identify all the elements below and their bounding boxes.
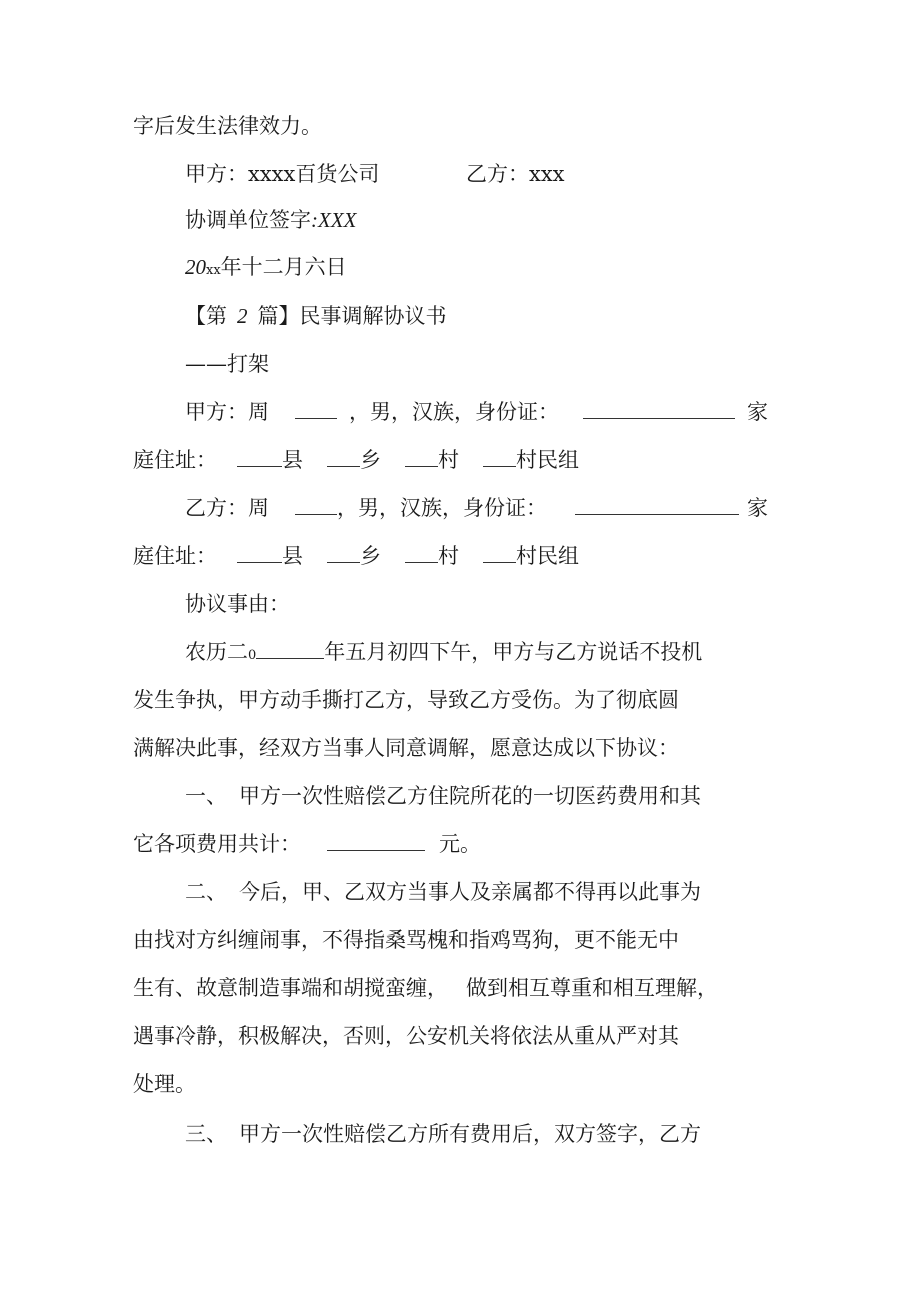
reason-1b: 0	[248, 648, 257, 663]
item-2-line-1	[185, 878, 701, 906]
party-a-company-line	[185, 160, 379, 188]
home-tail-text: 家	[747, 496, 768, 520]
item-2-line-2	[133, 926, 679, 954]
text-line	[133, 112, 322, 140]
item-2-text-c2: 做到相互尊重和相互理解，	[466, 976, 718, 1000]
item-2-text-b: 由找对方纠缠闹事，不得指桑骂槐和指鸡骂狗，更不能无中	[133, 928, 679, 952]
date-xx: xx	[206, 263, 221, 278]
home-tail-text: 家	[747, 400, 768, 424]
address-line	[133, 542, 579, 570]
section-heading	[185, 302, 447, 330]
coordinator-value: :XXX	[311, 208, 357, 232]
heading-title: 篇】民事调解协议书	[257, 304, 447, 328]
heading-number: 2	[237, 304, 248, 328]
group-label: 村民组	[516, 448, 579, 472]
village-label: 村	[438, 448, 459, 472]
item-1-line-1	[185, 782, 701, 810]
village-blank	[405, 544, 438, 563]
reason-label-text: 协议事由：	[185, 592, 290, 616]
item-2-text-e: 处理。	[133, 1072, 196, 1096]
party-b-short-line	[466, 160, 565, 188]
coordinator-label: 协调单位签字	[185, 208, 311, 232]
item-3-number: 三、	[185, 1122, 227, 1146]
item-1-text-b: 它各项费用共计：	[133, 832, 301, 856]
item-1-line-2	[133, 830, 481, 858]
party-a-line	[185, 398, 735, 426]
group-blank	[483, 448, 516, 467]
home-tail	[747, 494, 768, 522]
amount-blank	[327, 832, 425, 851]
reason-2: 发生争执，甲方动手撕打乙方，导致乙方受伤。为了彻底圆	[133, 688, 679, 712]
village-label: 村	[438, 544, 459, 568]
id-blank	[575, 496, 739, 515]
id-blank	[583, 400, 735, 419]
village-blank	[405, 448, 438, 467]
item-2-line-4	[133, 1022, 679, 1050]
item-3-line-1	[185, 1120, 701, 1148]
reason-line-3	[133, 734, 679, 762]
reason-1a: 农历二	[185, 640, 248, 664]
heading-open: 【第	[185, 304, 227, 328]
line-text: 字后发生法律效力。	[133, 114, 322, 138]
name-blank	[295, 496, 337, 515]
reason-1c: 年五月初四下午，甲方与乙方说话不投机	[324, 640, 703, 664]
township-blank	[327, 544, 360, 563]
county-blank	[237, 448, 282, 467]
address-line	[133, 446, 579, 474]
item-2-text-d: 遇事冷静，积极解决，否则，公安机关将依法从重从严对其	[133, 1024, 679, 1048]
item-1-number: 一、	[185, 784, 227, 808]
item-2-line-5	[133, 1070, 196, 1098]
item-1-text-a: 甲方一次性赔偿乙方住院所花的一切医药费用和其	[239, 784, 701, 808]
group-blank	[483, 544, 516, 563]
township-label: 乡	[360, 544, 381, 568]
county-blank	[237, 544, 282, 563]
party-a-label: 甲方：周	[185, 400, 269, 424]
party-a-company: 甲方：xxxx百货公司	[185, 162, 380, 186]
item-1-unit: 元。	[439, 832, 481, 856]
group-label: 村民组	[516, 544, 579, 568]
name-blank	[295, 400, 337, 419]
item-3-text-a: 甲方一次性赔偿乙方所有费用后，双方签字，乙方	[239, 1122, 701, 1146]
reason-line-2	[133, 686, 679, 714]
item-2-text-c: 生有、故意制造事端和胡搅蛮缠，	[133, 976, 448, 1000]
subtitle	[185, 350, 269, 378]
party-b-line	[185, 494, 739, 522]
township-label: 乡	[360, 448, 381, 472]
reason-label	[185, 590, 290, 618]
year-blank	[256, 640, 324, 659]
subtitle-text: ——打架	[185, 352, 269, 376]
item-2-number: 二、	[185, 880, 227, 904]
county-label: 县	[282, 544, 303, 568]
item-2-line-3	[133, 974, 718, 1002]
date-rest: 年十二月六日	[220, 255, 347, 279]
coordinator-line	[185, 206, 356, 234]
date-year: 20	[185, 255, 206, 279]
home-tail	[747, 398, 768, 426]
address-label: 庭住址：	[133, 544, 217, 568]
township-blank	[327, 448, 360, 467]
party-b-short: 乙方：xxx	[466, 162, 565, 186]
person-info: ，男，汉族，身份证：	[349, 400, 559, 424]
county-label: 县	[282, 448, 303, 472]
date-line	[185, 253, 347, 285]
party-b-label: 乙方：周	[185, 496, 269, 520]
reason-3: 满解决此事，经双方当事人同意调解，愿意达成以下协议：	[133, 736, 679, 760]
reason-line-1	[185, 638, 702, 670]
person-info: ，男，汉族，身份证：	[337, 496, 547, 520]
address-label: 庭住址：	[133, 448, 217, 472]
item-2-text-a: 今后，甲、乙双方当事人及亲属都不得再以此事为	[239, 880, 701, 904]
